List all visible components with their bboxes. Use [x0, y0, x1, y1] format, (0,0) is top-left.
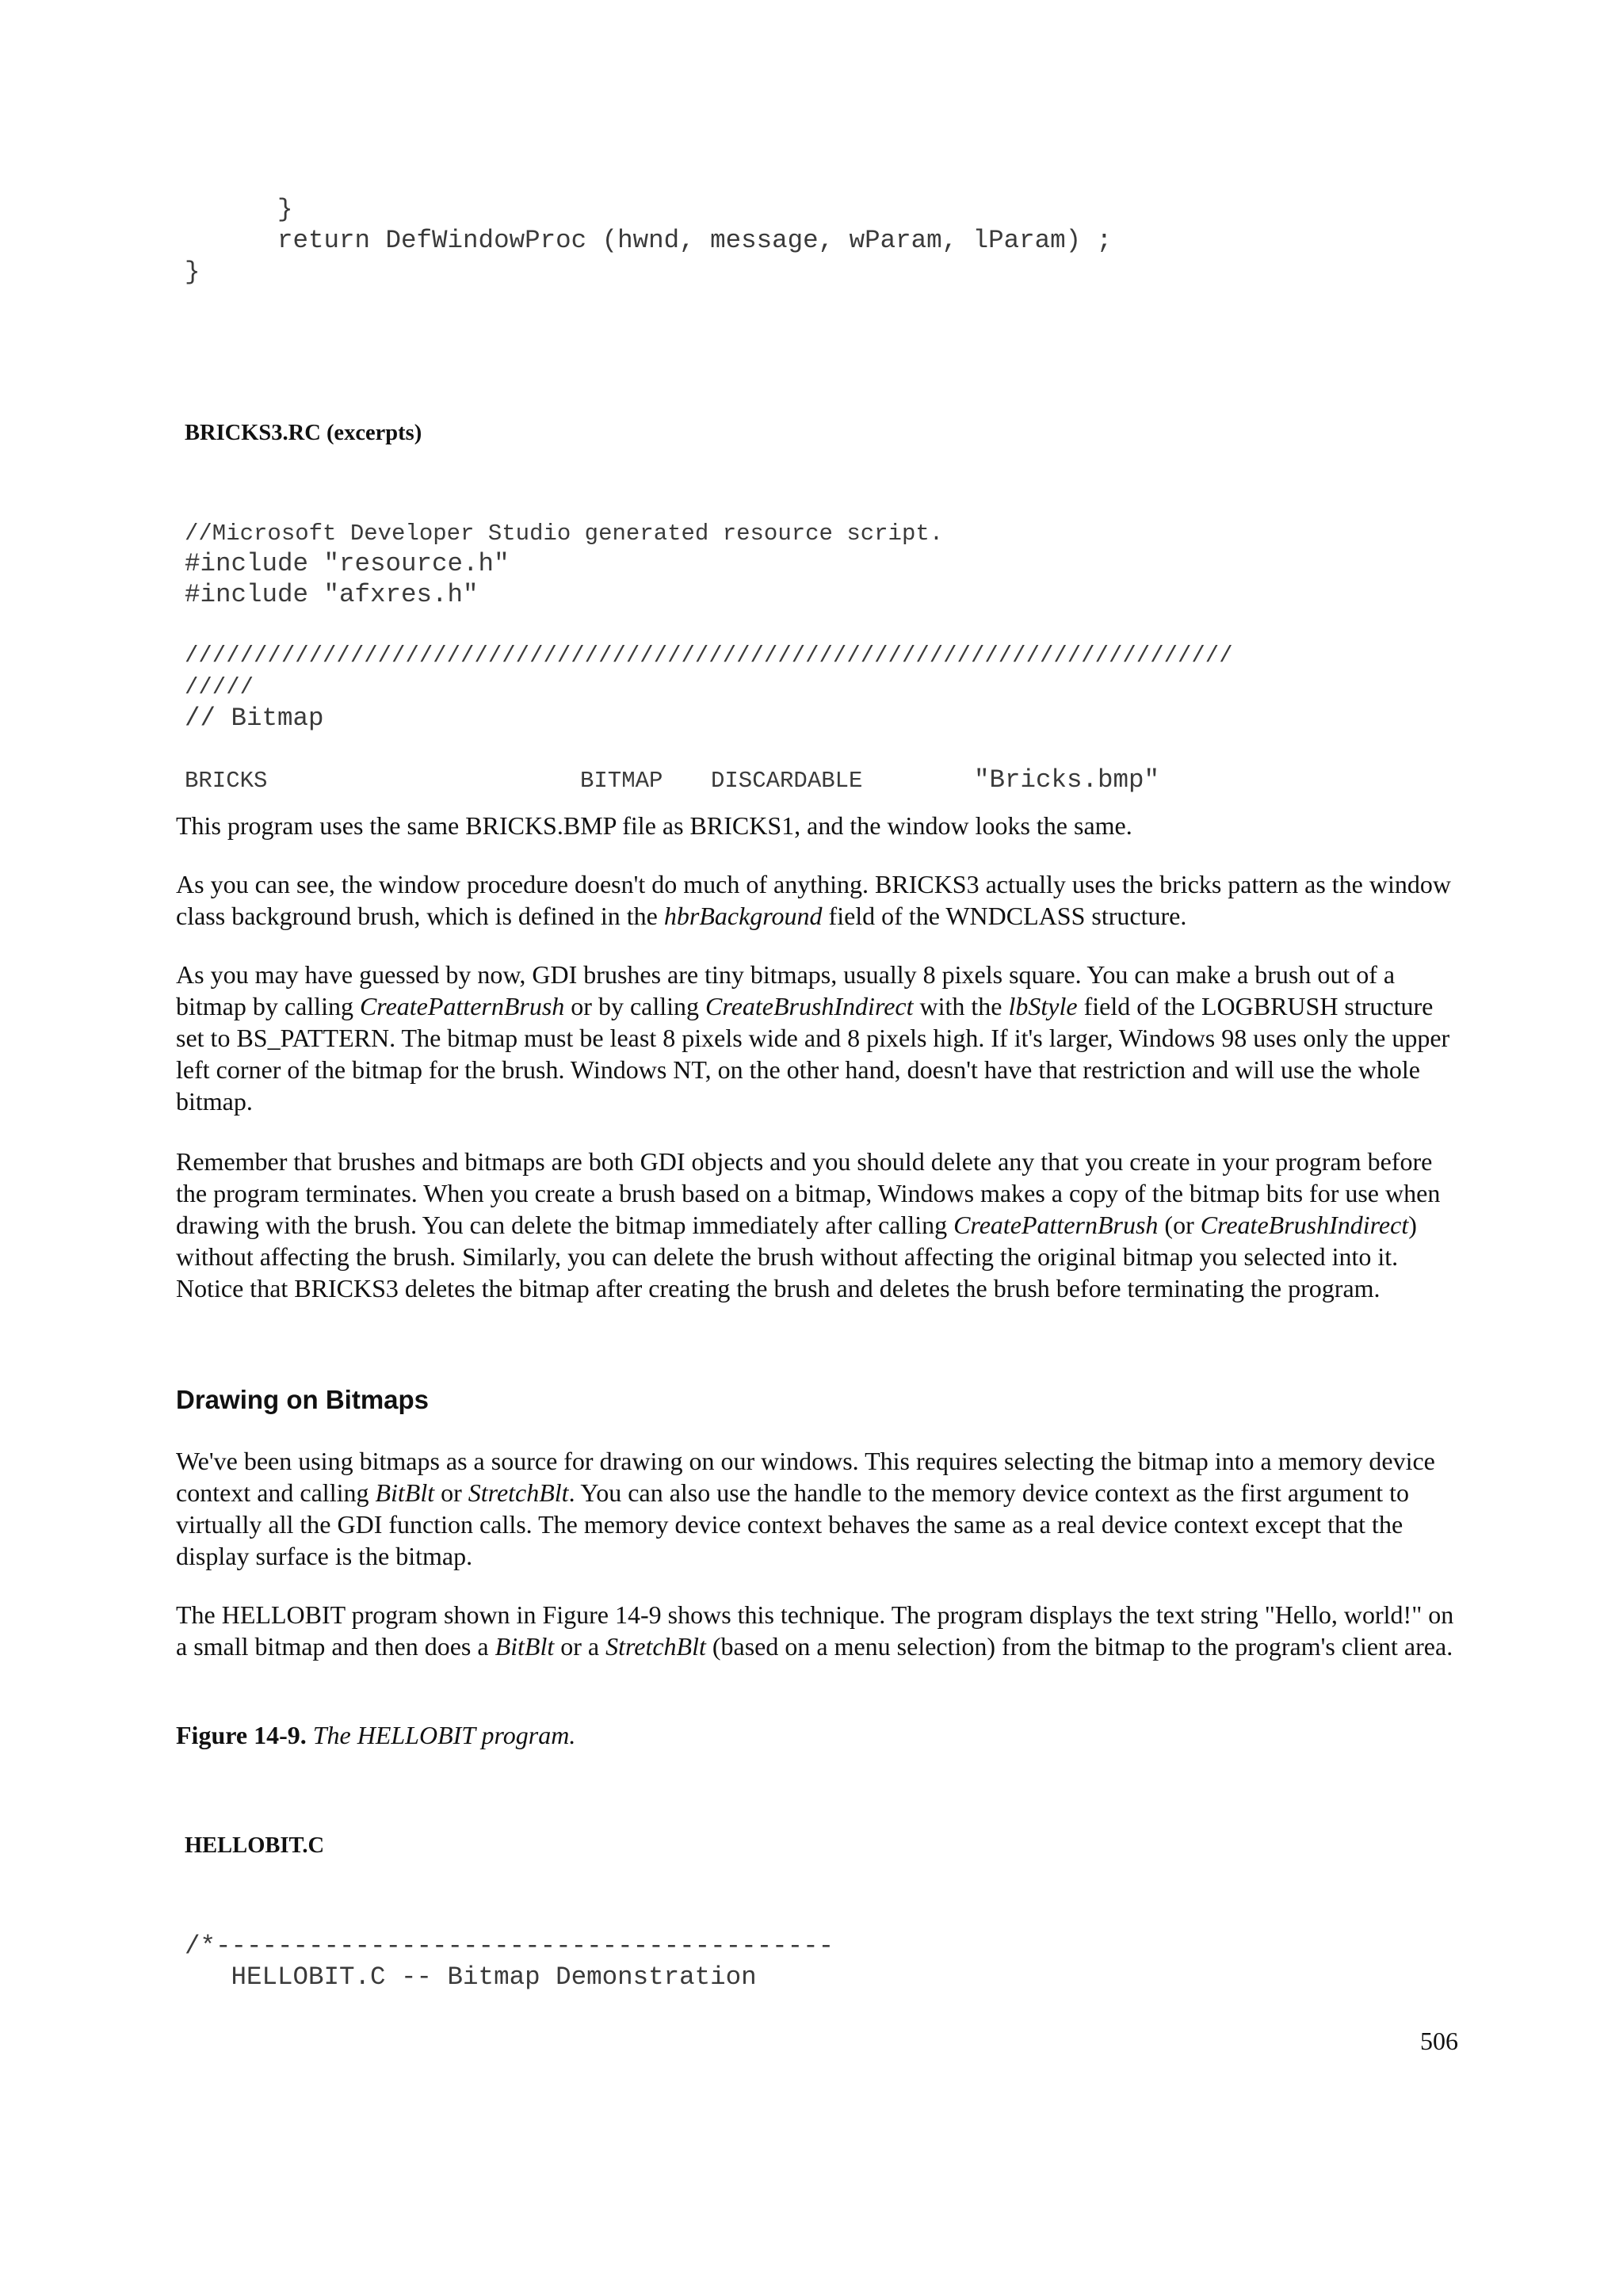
- rc-bricks-type: BITMAP: [580, 768, 663, 794]
- code-line-brace: }: [185, 195, 293, 224]
- rc-slash-line-1: ////////////////////////////////////////////////////////////////////////////: [185, 643, 1233, 669]
- hellobit-comment-open: /*----------------------------------------: [185, 1932, 834, 1961]
- code-line-close-brace: }: [185, 257, 200, 287]
- figure-title: The HELLOBIT program.: [312, 1721, 576, 1749]
- paragraph-drawing-on-bitmaps: We've been using bitmaps as a source for drawing on our windows. This requires selecting the bitmap into a memory device context and calling BitBlt or StretchBlt. You can also use the handle to the memory device context as the first argument to virtually all the GDI function calls. The memory device context behaves the same as a real device context except that the display surface is the bitmap.: [176, 1447, 1435, 1570]
- rc-slash-line-2: /////: [185, 674, 254, 700]
- figure-number: Figure 14-9.: [176, 1721, 307, 1749]
- rc-bricks-flag: DISCARDABLE: [711, 768, 863, 794]
- listing-title-hellobit-c: HELLOBIT.C: [185, 1833, 325, 1858]
- paragraph-hellobit: The HELLOBIT program shown in Figure 14-9 shows this technique. The program displays the text string "Hello, world!" on a small bitmap and then does a BitBlt or a StretchBlt (based on a menu selection) from the bitmap to the program's client area.: [176, 1600, 1454, 1661]
- rc-include-afxres: #include "afxres.h": [185, 580, 479, 609]
- page-number: 506: [1420, 2027, 1458, 2055]
- paragraph-window-procedure: As you can see, the window procedure doesn't do much of anything. BRICKS3 actually uses the bricks pattern as the window class background brush, which is defined in the hbrBackground field of the WNDCLASS structure.: [176, 870, 1451, 930]
- rc-include-resource: #include "resource.h": [185, 549, 510, 578]
- paragraph-gdi-brushes: As you may have guessed by now, GDI brushes are tiny bitmaps, usually 8 pixels square. You can make a brush out of a bitmap by calling CreatePatternBrush or by calling CreateBrushIndirect with the lbStyle field of the LOGBRUSH structure set to BS_PATTERN. The bitmap must be least 8 pixels wide and 8 pixels high. If it's larger, Windows 98 uses only the upper left corner of the bitmap for the brush. Windows NT, on the other hand, doesn't have that restriction and will use the whole bitmap.: [176, 960, 1450, 1116]
- paragraph-bricks-bmp: This program uses the same BRICKS.BMP file as BRICKS1, and the window looks the same.: [176, 811, 1132, 840]
- hellobit-comment-title: HELLOBIT.C -- Bitmap Demonstration: [185, 1962, 757, 1992]
- rc-bricks-name: BRICKS: [185, 768, 268, 794]
- rc-bricks-file: "Bricks.bmp": [974, 765, 1160, 795]
- listing-title-bricks3-rc: BRICKS3.RC (excerpts): [185, 421, 422, 445]
- paragraph-delete-objects: Remember that brushes and bitmaps are both GDI objects and you should delete any that you create in your program before the program terminates. When you create a brush based on a bitmap, Windows makes a copy of the bitmap bits for use when drawing with the brush. You can delete the bitmap immediately after calling CreatePatternBrush (or CreateBrushIndirect) without affecting the brush. Similarly, you can delete the brush without affecting the original bitmap you selected into it. Notice that BRICKS3 deletes the bitmap after creating the brush and deletes the brush before terminating the program.: [176, 1147, 1441, 1302]
- figure-caption: [176, 1719, 1460, 1751]
- code-line-return: return DefWindowProc (hwnd, message, wParam, lParam) ;: [185, 226, 1113, 255]
- section-heading: Drawing on Bitmaps: [176, 1385, 430, 1414]
- rc-bitmap-comment: // Bitmap: [185, 704, 324, 733]
- rc-comment-line: //Microsoft Developer Studio generated resource script.: [185, 521, 944, 547]
